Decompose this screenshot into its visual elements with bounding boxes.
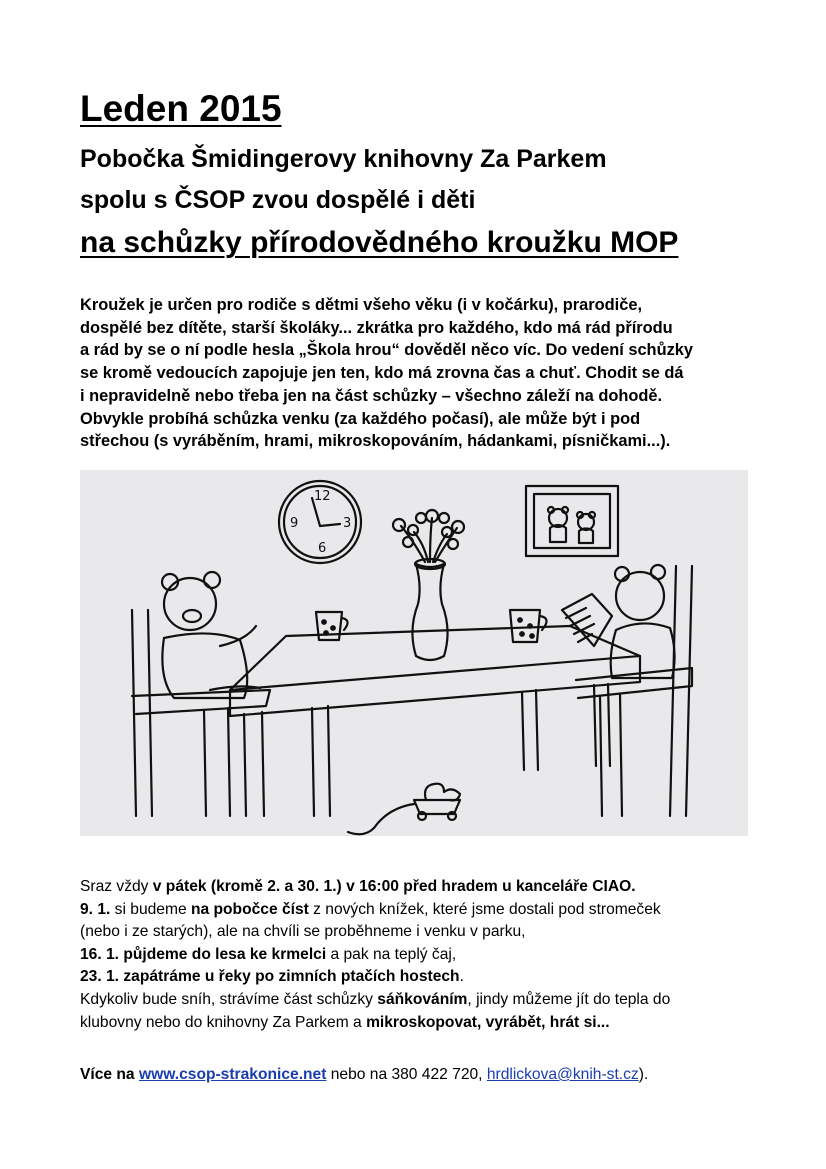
contact-line <box>80 1066 648 1084</box>
meeting-prefix: Sraz vždy <box>80 878 153 895</box>
meeting-info <box>80 876 760 899</box>
snow-note-cont <box>80 1012 760 1035</box>
schedule-activity: 23. 1. zapátráme u řeky po zimních ptačích hostech <box>80 968 460 986</box>
intro-line: i nepravidelně nebo třeba jen na část schůzky – všechno záleží na dohodě. <box>80 386 663 405</box>
schedule-item-jan-23 <box>80 966 760 989</box>
contact-prefix: Více na <box>80 1066 139 1083</box>
subtitle-invitation: spolu s ČSOP zvou dospělé i děti <box>80 186 476 214</box>
clock-number: 6 <box>318 541 327 556</box>
vase-with-flowers-drawing <box>393 510 464 660</box>
framed-picture-drawing <box>526 486 618 556</box>
clock-number: 9 <box>290 516 299 531</box>
note-activity: sáňkováním <box>377 990 468 1008</box>
page-title: Leden 2015 <box>80 88 282 129</box>
schedule-date: 9. 1. <box>80 900 111 918</box>
intro-line: střechou (s vyráběním, hrami, mikroskopováním, hádankami, písničkami...). <box>80 432 671 451</box>
note-text: Kdykoliv bude sníh, strávíme část schůzky <box>80 990 378 1008</box>
intro-line: Obvykle probíhá schůzka venku (za každého počasí), ale může být i pod <box>80 409 641 428</box>
schedule-text: a pak na teplý čaj, <box>326 945 457 963</box>
schedule-item-jan-9 <box>80 899 760 922</box>
schedule-activity: na pobočce číst <box>190 900 309 918</box>
website-link[interactable]: www.csop-strakonice.net <box>138 1066 327 1083</box>
intro-line: Kroužek je určen pro rodiče s dětmi všeho věku (i v kočárku), prarodiče, <box>80 296 643 314</box>
schedule-item-jan-16 <box>80 944 760 967</box>
schedule-item-jan-9-cont: (nebo i ze starých), ale na chvíli se proběhneme i venku v parku, <box>80 923 526 941</box>
meeting-time-place: v pátek (kromě 2. a 30. 1.) v 16:00 před hradem u kanceláře CIAO. <box>152 878 636 895</box>
left-bear-drawing <box>132 572 270 816</box>
table-drawing <box>230 626 640 816</box>
headline: na schůzky přírodovědného kroužku MOP <box>80 226 679 259</box>
intro-line: a rád by se o ní podle hesla „Škola hrou“ dověděl něco víc. Do vedení schůzky <box>80 341 694 360</box>
clock-number: 3 <box>343 516 352 531</box>
note-text: klubovny nebo do knihovny Za Parkem a <box>80 1013 367 1031</box>
schedule-text: z nových knížek, které jsme dostali pod stromeček <box>308 900 661 918</box>
toy-duck-drawing <box>348 784 460 835</box>
schedule-text: si budeme <box>110 900 191 918</box>
right-bear-reading-drawing <box>562 565 692 816</box>
contact-suffix: ). <box>638 1066 649 1083</box>
intro-line: dospělé bez dítěte, starší školáky... zkrátka pro každého, kdo má rád přírodu <box>80 318 673 337</box>
snow-note <box>80 989 760 1012</box>
schedule-activity: 16. 1. půjdeme do lesa ke krmelci <box>80 945 327 963</box>
phone-text: nebo na 380 422 720, <box>326 1066 487 1083</box>
note-activity: mikroskopovat, vyrábět, hrát si... <box>366 1013 610 1031</box>
clock-drawing <box>279 481 361 563</box>
schedule-text: . <box>459 968 464 986</box>
subtitle-library: Pobočka Šmidingerovy knihovny Za Parkem <box>80 145 607 173</box>
schedule-details <box>80 876 760 1034</box>
intro-line: se kromě vedoucích zapojuje jen ten, kdo má zrovna čas a chuť. Chodit se dá <box>80 364 684 383</box>
note-text: , jindy můžeme jít do tepla do <box>467 990 671 1008</box>
intro-paragraph <box>80 294 750 453</box>
email-link[interactable]: hrdlickova@knih-st.cz <box>486 1066 639 1083</box>
clock-number: 12 <box>314 489 331 504</box>
bears-at-table-illustration <box>80 470 748 836</box>
